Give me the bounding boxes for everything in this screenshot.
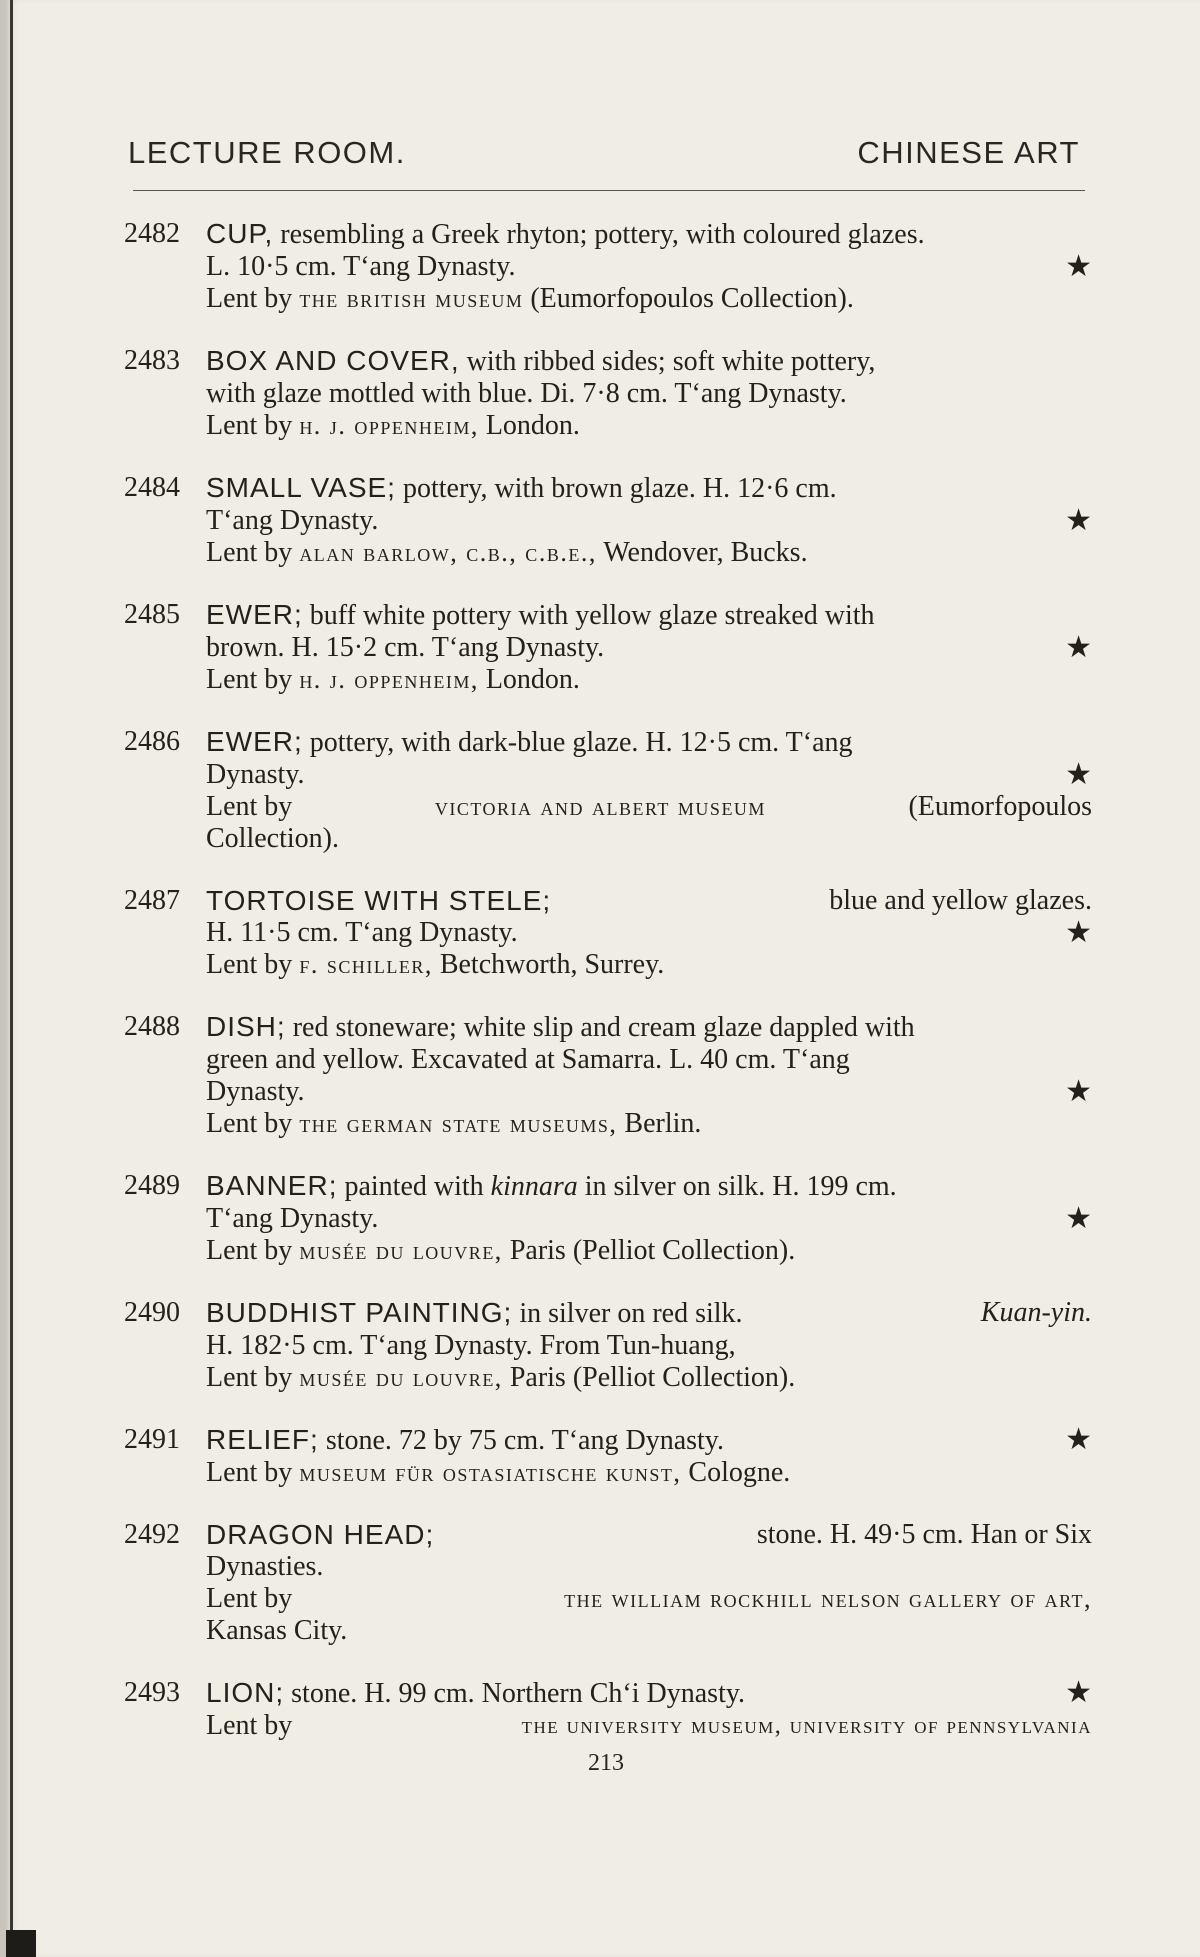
entry-details: green and yellow. Excavated at Samarra. L. 40 cm. T‘ang — [206, 1044, 850, 1075]
lent-prefix: Lent by — [206, 1457, 293, 1488]
entry-title: TORTOISE WITH STELE; — [206, 885, 552, 916]
lent-prefix: Lent by — [206, 1583, 293, 1614]
entry-title: EWER; — [206, 599, 303, 630]
catalogue-entry — [124, 345, 1092, 442]
entry-title: SMALL VASE; — [206, 472, 396, 503]
lent-prefix: Lent by — [206, 1362, 293, 1393]
entry-number: 2489 — [124, 1170, 180, 1201]
entry-number: 2490 — [124, 1297, 180, 1328]
lender-name: musée du louvre, — [299, 1363, 503, 1392]
entry-details-continued: Dynasty. — [206, 1076, 305, 1107]
star-icon: ★ — [1065, 758, 1092, 791]
entry-title: BOX AND COVER, — [206, 345, 460, 376]
lender-name: the william rockhill nelson gallery of art, — [564, 1584, 1092, 1613]
entry-number: 2486 — [124, 726, 180, 757]
star-icon: ★ — [1065, 1075, 1092, 1108]
catalogue-entry — [124, 472, 1092, 569]
star-icon: ★ — [1065, 250, 1092, 283]
entry-number: 2485 — [124, 599, 180, 630]
entry-description: stone. H. 49·5 cm. Han or Six — [756, 1519, 1092, 1550]
entry-description: painted with — [344, 1171, 484, 1202]
entry-description-italic: Kuan-yin. — [980, 1297, 1092, 1328]
lent-prefix: Lent by — [206, 1108, 293, 1139]
lender-note: London. — [485, 664, 580, 695]
catalogue-entry — [124, 1677, 1092, 1742]
lent-prefix: Lent by — [206, 791, 293, 822]
entry-title: LION; — [206, 1677, 285, 1708]
entry-number: 2493 — [124, 1677, 180, 1708]
lent-prefix: Lent by — [206, 283, 293, 314]
entry-description: stone. 72 by 75 cm. T‘ang Dynasty. — [325, 1425, 724, 1456]
entry-details: Dynasties. — [206, 1551, 324, 1582]
running-head-right: CHINESE ART — [857, 135, 1080, 170]
lender-name: the university museum, university of pennsylvania — [521, 1713, 1092, 1739]
catalogue-entry — [124, 599, 1092, 696]
catalogue-entry — [124, 218, 1092, 315]
catalogue-entry — [124, 1424, 1092, 1489]
lender-note: Betchworth, Surrey. — [439, 949, 665, 980]
entry-description-italic: kinnara — [490, 1171, 578, 1202]
lender-name: the german state museums, — [299, 1109, 618, 1138]
entry-number: 2491 — [124, 1424, 180, 1455]
lender-note-continued: Kansas City. — [206, 1615, 348, 1646]
entry-number: 2492 — [124, 1519, 180, 1550]
entry-title: BUDDHIST PAINTING; — [206, 1297, 513, 1328]
star-icon: ★ — [1065, 1202, 1092, 1235]
catalogue-page — [6, 0, 1200, 1957]
lender-note: Paris (Pelliot Collection). — [509, 1235, 796, 1266]
star-icon: ★ — [1065, 504, 1092, 537]
entry-description-continued: in silver on silk. H. 199 cm. — [584, 1171, 897, 1202]
entry-number: 2482 — [124, 218, 180, 249]
catalogue-entry — [124, 1519, 1092, 1647]
star-icon: ★ — [1065, 1676, 1092, 1709]
catalogue-entry — [124, 1297, 1092, 1394]
catalogue-entries — [124, 218, 1092, 1742]
lent-prefix: Lent by — [206, 664, 293, 695]
entry-number: 2483 — [124, 345, 180, 376]
page-number: 213 — [588, 1750, 624, 1776]
entry-number: 2488 — [124, 1011, 180, 1042]
running-head-left: LECTURE ROOM. — [128, 135, 406, 170]
catalogue-entry — [124, 1170, 1092, 1267]
lender-name: victoria and albert museum — [434, 792, 766, 821]
lent-prefix: Lent by — [206, 949, 293, 980]
lender-note: Wendover, Bucks. — [603, 537, 808, 568]
lender-note: (Eumorfopoulos — [908, 791, 1092, 822]
entry-description: in silver on red silk. — [519, 1298, 743, 1329]
star-icon: ★ — [1065, 916, 1092, 949]
entry-details: L. 10·5 cm. T‘ang Dynasty. — [206, 251, 516, 282]
lent-prefix: Lent by — [206, 537, 293, 568]
lender-note: London. — [485, 410, 580, 441]
entry-description: pottery, with brown glaze. H. 12·6 cm. — [402, 473, 837, 504]
entry-details: H. 182·5 cm. T‘ang Dynasty. From Tun-huang, — [206, 1330, 736, 1361]
entry-description: buff white pottery with yellow glaze streaked with — [309, 600, 875, 631]
entry-details: H. 11·5 cm. T‘ang Dynasty. — [206, 917, 518, 948]
entry-number: 2484 — [124, 472, 180, 503]
lender-note: Paris (Pelliot Collection). — [509, 1362, 796, 1393]
entry-description: blue and yellow glazes. — [829, 885, 1092, 916]
entry-details: Dynasty. — [206, 759, 305, 790]
lender-name: alan barlow, c.b., c.b.e., — [299, 538, 597, 567]
lender-name: the british museum — [299, 284, 524, 313]
entry-description: with ribbed sides; soft white pottery, — [466, 346, 876, 377]
lent-prefix: Lent by — [206, 1235, 293, 1266]
star-icon: ★ — [1065, 1423, 1092, 1456]
entry-title: DISH; — [206, 1011, 286, 1042]
entry-description: resembling a Greek rhyton; pottery, with coloured glazes. — [280, 219, 925, 250]
catalogue-entry — [124, 885, 1092, 981]
lender-name: museum für ostasiatische kunst, — [299, 1458, 682, 1487]
entry-title: DRAGON HEAD; — [206, 1519, 435, 1550]
lender-note: Berlin. — [624, 1108, 702, 1139]
entry-description: red stoneware; white slip and cream glaze dappled with — [292, 1012, 915, 1043]
lender-name: h. j. oppenheim, — [299, 411, 479, 440]
star-icon: ★ — [1065, 631, 1092, 664]
entry-title: RELIEF; — [206, 1424, 319, 1455]
catalogue-entry — [124, 1011, 1092, 1140]
lent-prefix: Lent by — [206, 410, 293, 441]
entry-number: 2487 — [124, 885, 180, 916]
spine-edge — [10, 0, 13, 1957]
lent-prefix: Lent by — [206, 1710, 293, 1741]
entry-title: CUP, — [206, 218, 274, 249]
lender-name: h. j. oppenheim, — [299, 665, 479, 694]
corner-mark — [6, 1930, 36, 1957]
entry-title: EWER; — [206, 726, 303, 757]
catalogue-entry — [124, 726, 1092, 855]
lender-note: Cologne. — [688, 1457, 791, 1488]
entry-details: with glaze mottled with blue. Di. 7·8 cm. T‘ang Dynasty. — [206, 378, 847, 409]
lender-name: musée du louvre, — [299, 1236, 503, 1265]
entry-description: stone. H. 99 cm. Northern Ch‘i Dynasty. — [291, 1678, 746, 1709]
lender-note: (Eumorfopoulos Collection). — [530, 283, 854, 314]
entry-details: T‘ang Dynasty. — [206, 1203, 379, 1234]
entry-details: T‘ang Dynasty. — [206, 505, 379, 536]
entry-description: pottery, with dark-blue glaze. H. 12·5 cm. T‘ang — [309, 727, 853, 758]
header-rule — [133, 190, 1085, 191]
entry-title: BANNER; — [206, 1170, 338, 1201]
lender-note-continued: Collection). — [206, 823, 339, 854]
lender-name: f. schiller, — [299, 950, 433, 979]
entry-details: brown. H. 15·2 cm. T‘ang Dynasty. — [206, 632, 605, 663]
